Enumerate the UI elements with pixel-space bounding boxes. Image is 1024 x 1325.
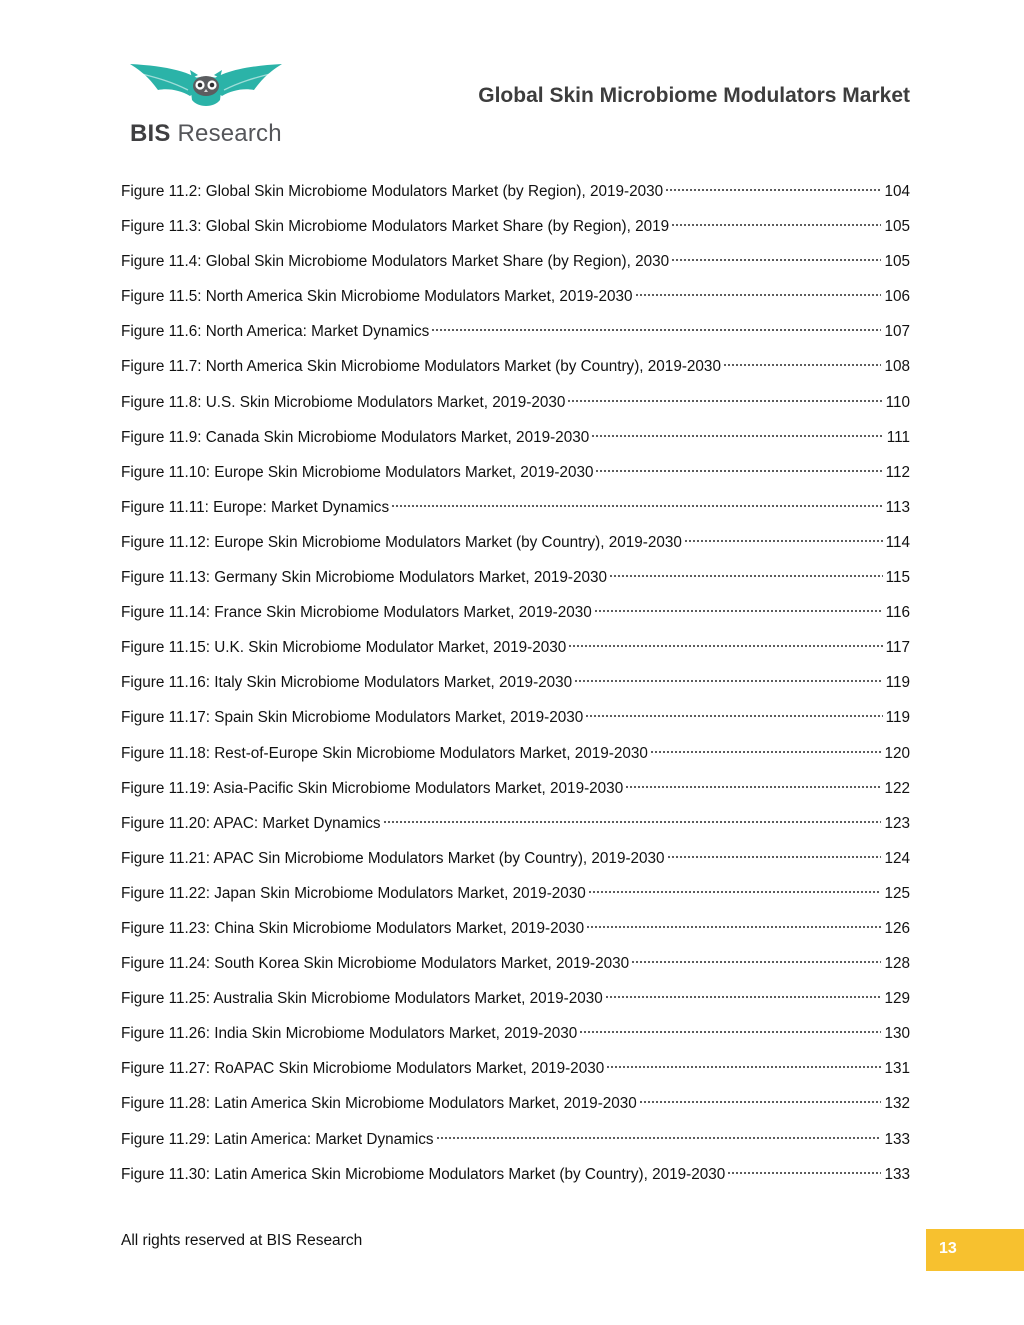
toc-entry[interactable] <box>121 282 910 317</box>
toc-entry-label: Figure 11.25: Australia Skin Microbiome Modulators Market, 2019-2030 <box>121 990 603 1008</box>
toc-entry-page: 117 <box>885 639 910 657</box>
toc-entry-label: Figure 11.21: APAC Sin Microbiome Modulators Market (by Country), 2019-2030 <box>121 849 665 867</box>
toc-dot-leader <box>665 186 881 192</box>
toc-entry-label: Figure 11.26: India Skin Microbiome Modulators Market, 2019-2030 <box>121 1025 578 1043</box>
toc-entry-label: Figure 11.4: Global Skin Microbiome Modulators Market Share (by Region), 2030 <box>121 253 670 271</box>
toc-entry[interactable] <box>121 247 910 282</box>
toc-entry-label: Figure 11.11: Europe: Market Dynamics <box>121 498 390 516</box>
toc-dot-leader <box>723 361 882 367</box>
toc-dot-leader <box>595 467 882 473</box>
toc-entry[interactable] <box>121 563 910 598</box>
toc-entry-label: Figure 11.30: Latin America Skin Microbiome Modulators Market (by Country), 2019-2030 <box>121 1165 726 1183</box>
toc-dot-leader <box>585 712 882 718</box>
toc-entry[interactable] <box>121 809 910 844</box>
toc-entry-label: Figure 11.5: North America Skin Microbiome Modulators Market, 2019-2030 <box>121 288 633 306</box>
toc-entry[interactable] <box>121 739 910 774</box>
toc-dot-leader <box>671 221 881 227</box>
toc-dot-leader <box>671 256 881 262</box>
toc-entry[interactable] <box>121 352 910 387</box>
toc-entry[interactable] <box>121 774 910 809</box>
toc-entry[interactable] <box>121 317 910 352</box>
toc-entry[interactable] <box>121 528 910 563</box>
toc-entry-label: Figure 11.17: Spain Skin Microbiome Modulators Market, 2019-2030 <box>121 709 584 727</box>
toc-entry[interactable] <box>121 598 910 633</box>
toc-entry-label: Figure 11.22: Japan Skin Microbiome Modulators Market, 2019-2030 <box>121 884 586 902</box>
toc-dot-leader <box>625 783 881 789</box>
toc-entry-page: 129 <box>884 990 910 1008</box>
logo-wordmark <box>130 120 282 148</box>
toc-entry[interactable] <box>121 1019 910 1054</box>
document-title: Global Skin Microbiome Modulators Market <box>478 84 910 107</box>
toc-dot-leader <box>594 607 883 613</box>
toc-dot-leader <box>606 1063 881 1069</box>
toc-dot-leader <box>579 1028 881 1034</box>
toc-dot-leader <box>684 537 883 543</box>
toc-entry-label: Figure 11.27: RoAPAC Skin Microbiome Modulators Market, 2019-2030 <box>121 1060 605 1078</box>
toc-entry-page: 115 <box>885 569 910 587</box>
toc-dot-leader <box>586 923 881 929</box>
toc-entry-label: Figure 11.29: Latin America: Market Dynamics <box>121 1130 434 1148</box>
toc-entry-page: 125 <box>884 884 910 902</box>
toc-entry-label: Figure 11.19: Asia-Pacific Skin Microbiome Modulators Market, 2019-2030 <box>121 779 624 797</box>
toc-dot-leader <box>383 818 882 824</box>
toc-dot-leader <box>567 397 882 403</box>
toc-entry-page: 124 <box>884 849 910 867</box>
toc-entry-page: 128 <box>884 955 910 973</box>
toc-entry[interactable] <box>121 493 910 528</box>
toc-entry-label: Figure 11.8: U.S. Skin Microbiome Modulators Market, 2019-2030 <box>121 393 566 411</box>
toc-entry-label: Figure 11.28: Latin America Skin Microbiome Modulators Market, 2019-2030 <box>121 1095 637 1113</box>
toc-entry-page: 122 <box>884 779 910 797</box>
toc-entry-label: Figure 11.14: France Skin Microbiome Modulators Market, 2019-2030 <box>121 604 592 622</box>
toc-entry[interactable] <box>121 423 910 458</box>
toc-entry-label: Figure 11.13: Germany Skin Microbiome Modulators Market, 2019-2030 <box>121 569 608 587</box>
toc-entry-label: Figure 11.16: Italy Skin Microbiome Modulators Market, 2019-2030 <box>121 674 573 692</box>
toc-entry-label: Figure 11.18: Rest-of-Europe Skin Microbiome Modulators Market, 2019-2030 <box>121 744 648 762</box>
toc-dot-leader <box>667 853 882 859</box>
toc-entry-label: Figure 11.24: South Korea Skin Microbiome Modulators Market, 2019-2030 <box>121 955 630 973</box>
toc-entry[interactable] <box>121 949 910 984</box>
toc-entry-page: 133 <box>884 1130 910 1148</box>
toc-entry[interactable] <box>121 1125 910 1160</box>
toc-entry-page: 119 <box>885 709 910 727</box>
toc-entry[interactable] <box>121 914 910 949</box>
page-number: 13 <box>939 1240 957 1257</box>
toc-entry-page: 114 <box>885 533 910 551</box>
toc-entry-label: Figure 11.15: U.K. Skin Microbiome Modulator Market, 2019-2030 <box>121 639 567 657</box>
logo-bis: BIS <box>130 120 171 147</box>
toc-dot-leader <box>391 502 883 508</box>
page-number-badge <box>926 1229 1024 1271</box>
toc-entry-page: 110 <box>885 393 910 411</box>
toc-entry[interactable] <box>121 1089 910 1124</box>
toc-entry-page: 107 <box>884 323 910 341</box>
toc-entry-label: Figure 11.20: APAC: Market Dynamics <box>121 814 381 832</box>
toc-entry-label: Figure 11.23: China Skin Microbiome Modulators Market, 2019-2030 <box>121 919 585 937</box>
toc-entry-page: 123 <box>884 814 910 832</box>
toc-entry[interactable] <box>121 633 910 668</box>
toc-entry-label: Figure 11.2: Global Skin Microbiome Modulators Market (by Region), 2019-2030 <box>121 183 664 200</box>
toc-entry-label: Figure 11.12: Europe Skin Microbiome Modulators Market (by Country), 2019-2030 <box>121 533 682 551</box>
toc-entry-page: 130 <box>884 1025 910 1043</box>
toc-dot-leader <box>609 572 883 578</box>
toc-dot-leader <box>574 677 882 683</box>
toc-entry-page: 111 <box>886 428 910 446</box>
toc-dot-leader <box>639 1098 882 1104</box>
toc-entry-label: Figure 11.6: North America: Market Dynamics <box>121 323 430 341</box>
toc-dot-leader <box>436 1134 882 1140</box>
toc-entry-page: 113 <box>885 498 910 516</box>
logo-research: Research <box>177 120 282 147</box>
toc-dot-leader <box>727 1169 881 1175</box>
table-of-figures <box>121 177 910 1195</box>
toc-entry-page: 112 <box>885 463 910 481</box>
toc-entry[interactable] <box>121 458 910 493</box>
owl-icon <box>128 62 284 110</box>
toc-entry-label: Figure 11.7: North America Skin Microbiome Modulators Market (by Country), 2019-2030 <box>121 358 721 376</box>
toc-entry-page: 133 <box>884 1165 910 1183</box>
toc-dot-leader <box>591 432 884 438</box>
toc-entry-page: 105 <box>884 253 910 271</box>
toc-dot-leader <box>568 642 882 648</box>
toc-entry[interactable] <box>121 668 910 703</box>
toc-entry[interactable] <box>121 177 910 212</box>
toc-dot-leader <box>650 748 882 754</box>
toc-entry[interactable] <box>121 212 910 247</box>
toc-dot-leader <box>631 958 881 964</box>
toc-dot-leader <box>431 326 881 332</box>
toc-entry[interactable] <box>121 388 910 423</box>
toc-entry-page: 116 <box>885 604 910 622</box>
toc-entry[interactable] <box>121 984 910 1019</box>
toc-entry-label: Figure 11.9: Canada Skin Microbiome Modulators Market, 2019-2030 <box>121 428 590 446</box>
toc-entry-page: 131 <box>884 1060 910 1078</box>
toc-entry[interactable] <box>121 1160 910 1195</box>
toc-entry[interactable] <box>121 879 910 914</box>
toc-entry[interactable] <box>121 844 910 879</box>
bis-research-logo <box>128 62 288 152</box>
toc-entry[interactable] <box>121 703 910 738</box>
toc-entry-label: Figure 11.3: Global Skin Microbiome Modulators Market Share (by Region), 2019 <box>121 218 670 236</box>
toc-entry-page: 126 <box>884 919 910 937</box>
toc-entry-page: 132 <box>884 1095 910 1113</box>
toc-entry-page: 120 <box>884 744 910 762</box>
toc-dot-leader <box>605 993 882 999</box>
toc-entry-page: 108 <box>884 358 910 376</box>
toc-entry[interactable] <box>121 1054 910 1089</box>
toc-dot-leader <box>588 888 882 894</box>
toc-entry-page: 105 <box>884 218 910 236</box>
toc-entry-page: 106 <box>884 288 910 306</box>
toc-entry-page: 119 <box>885 674 910 692</box>
toc-entry-label: Figure 11.10: Europe Skin Microbiome Modulators Market, 2019-2030 <box>121 463 594 481</box>
footer-copyright: All rights reserved at BIS Research <box>121 1232 363 1249</box>
toc-entry-page: 104 <box>884 183 910 200</box>
toc-dot-leader <box>635 291 882 297</box>
